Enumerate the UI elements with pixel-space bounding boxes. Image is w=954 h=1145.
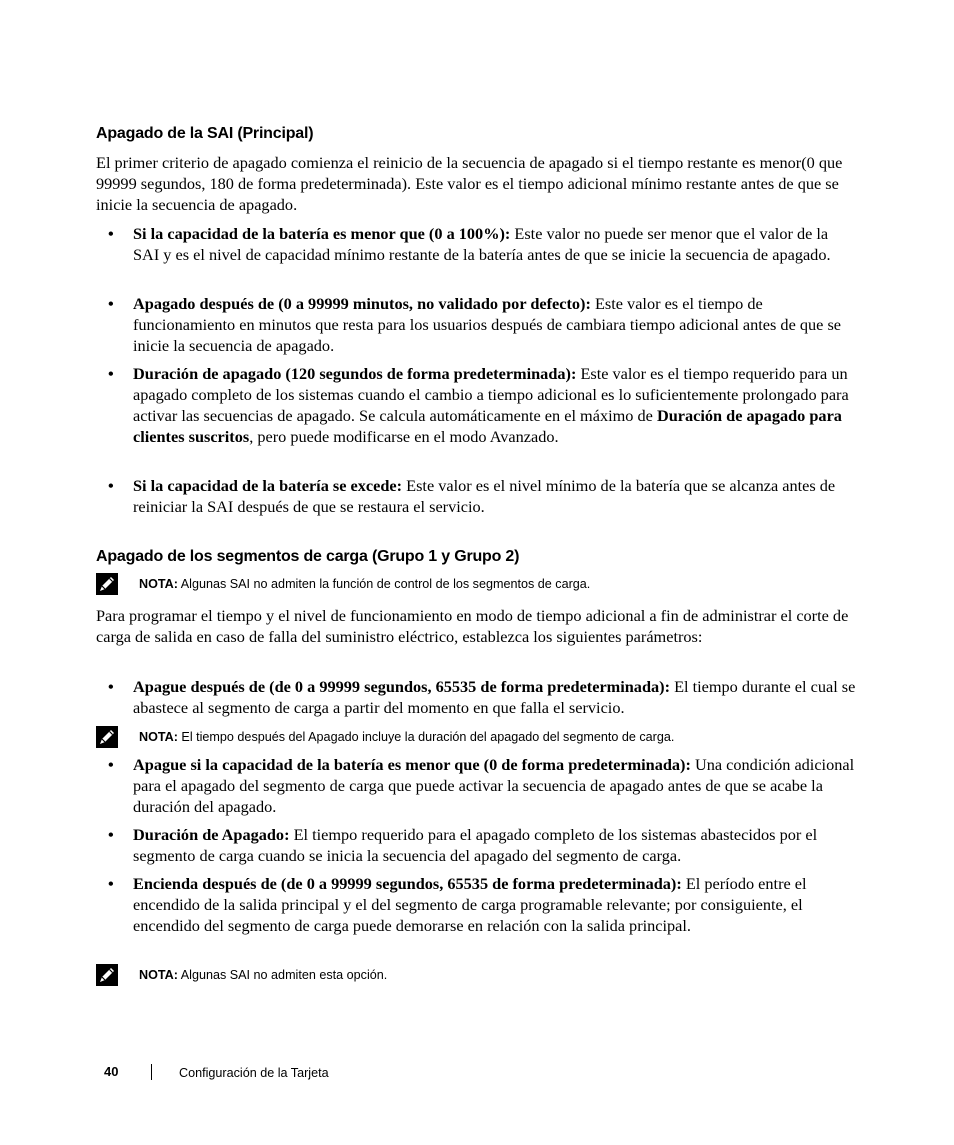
section2-intro: Para programar el tiempo y el nivel de funcionamiento en modo de tiempo adicional a fin de administrar el corte de carga de salida en caso de falla del suministro eléctrico, establezca los siguientes parámetros:	[96, 606, 849, 646]
list-item	[96, 676, 858, 718]
pencil-note-icon	[96, 964, 118, 986]
pencil-note-icon	[96, 726, 118, 748]
page-footer	[0, 1062, 954, 1086]
pencil-note-icon	[96, 573, 118, 595]
page-number: 40	[104, 1064, 119, 1079]
list-item-text: Encienda después de (de 0 a 99999 segundos, 65535 de forma predeterminada): El período entre el encendido de la salida principal y el del segmento de carga programable relevante; por consiguiente, el encendido del segmento de carga puede demorarse en relación con la salida principal.	[133, 874, 807, 935]
bullet-dot: •	[108, 364, 114, 383]
footer-section-title: Configuración de la Tarjeta	[179, 1066, 329, 1080]
note-text: NOTA: Algunas SAI no admiten la función de control de los segmentos de carga.	[139, 577, 591, 591]
list-item	[96, 873, 858, 936]
list-item	[96, 363, 858, 447]
list-item-text: Duración de Apagado: El tiempo requerido para el apagado completo de los sistemas abastecidos por el segmento de carga cuando se inicia la secuencia del apagado del segmento de carga.	[133, 825, 818, 865]
list-item	[96, 293, 858, 356]
list-item-text: Apague después de (de 0 a 99999 segundos, 65535 de forma predeterminada): El tiempo durante el cual se abastece al segmento de carga a partir del momento en que falla el servicio.	[133, 677, 856, 717]
note	[96, 726, 858, 748]
list-item	[96, 223, 858, 265]
list-item-text: Apague si la capacidad de la batería es menor que (0 de forma predeterminada): Una condición adicional para el apagado del segmento de carga que puede activar la secuencia de apagado antes de que se acabe la duración del apagado.	[133, 755, 855, 816]
note	[96, 964, 858, 986]
bullet-dot: •	[108, 677, 114, 696]
bullet-dot: •	[108, 224, 114, 243]
bullet-dot: •	[108, 874, 114, 893]
list-item-text: Si la capacidad de la batería es menor que (0 a 100%): Este valor no puede ser menor que el valor de la SAI y es el nivel de capacidad mínimo restante de la batería antes de que se inicie la secuencia de apagado.	[133, 224, 831, 264]
bullet-dot: •	[108, 294, 114, 313]
bullet-dot: •	[108, 755, 114, 774]
note	[96, 573, 858, 595]
section-heading-load-segments: Apagado de los segmentos de carga (Grupo 1 y Grupo 2)	[96, 548, 520, 565]
note-text: NOTA: Algunas SAI no admiten esta opción.	[139, 968, 388, 982]
footer-divider	[151, 1064, 152, 1080]
list-item-text: Apagado después de (0 a 99999 minutos, no validado por defecto): Este valor es el tiempo de funcionamiento en minutos que resta para los usuarios después de cambiara tiempo adicional antes de que se inicie la secuencia de apagado.	[133, 294, 842, 355]
list-item	[96, 475, 858, 517]
list-item	[96, 824, 858, 866]
list-item-text: Si la capacidad de la batería se excede: Este valor es el nivel mínimo de la batería que se alcanza antes de reiniciar la SAI después de que se restaura el servicio.	[133, 476, 836, 516]
list-item	[96, 754, 858, 817]
list-item-text: Duración de apagado (120 segundos de forma predeterminada): Este valor es el tiempo requerido para un apagado completo de los sistemas cuando el cambio a tiempo adicional es lo suficientemente prolongado para activar las secuencias de apagado. Se calcula automáticamente en el máximo de Duración de apagado para clientes suscritos, pero puede modificarse en el modo Avanzado.	[133, 364, 849, 446]
section-heading-sai-principal: Apagado de la SAI (Principal)	[96, 125, 314, 142]
note-text: NOTA: El tiempo después del Apagado incluye la duración del apagado del segmento de carga.	[139, 730, 675, 744]
bullet-dot: •	[108, 476, 114, 495]
bullet-dot: •	[108, 825, 114, 844]
section1-intro: El primer criterio de apagado comienza el reinicio de la secuencia de apagado si el tiempo restante es menor(0 que 99999 segundos, 180 de forma predeterminada). Este valor es el tiempo adicional mínimo restante antes de que se inicie la secuencia de apagado.	[96, 153, 843, 214]
